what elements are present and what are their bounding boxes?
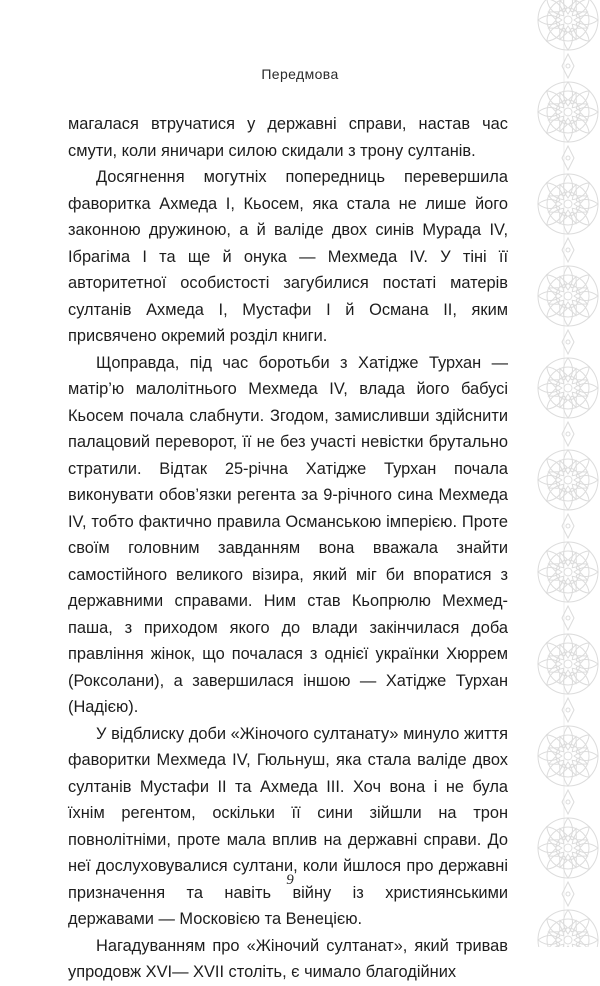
paragraph-3: Щоправда, під час боротьби з Хатідже Турхан — матір’ю малолітнього Мехмеда IV, влада його бабусі Кьосем почала слабнути. Згодом, замисливши здійснити палацовий переворот, її не без участі невістки брутально стратили. Відтак 25-річна Хатідже Турхан почала виконувати обов’язки регента за 9-річного сина Мехмеда IV, тобто фактично правила Османською імперією. Проте своїм головним завданням вона вважала знайти самостійного великого візира, який міг би впоратися з державними справами. Ним став Кьопрюлю Мехмед-паша, з приходом якого до влади закінчилася доба правління жінок, що почалася з однієї українки Хюррем (Роксолани), а завершилася іншою — Хатідже Турхан (Надією). [68, 353, 508, 716]
paragraph-4: У відблиску доби «Жіночого султанату» минуло життя фаворитки Мехмеда IV, Гюльнуш, яка стала валіде двох султанів Мустафи II та Ахмеда III. Хоч вона і не була їхнім регентом, оскільки її сини зійшли на трон повнолітніми, проте мала вплив на державні справи. До неї дослуховувалися султани, коли йшлося про державні призначення та навіть війну із християнськими державами — Московією та Венецією. [68, 724, 508, 928]
page-number: 9 [286, 872, 294, 888]
paragraph-5: Нагадуванням про «Жіночий султанат», який тривав упродовж XVI— XVII століть, є чимало благодійних [68, 936, 508, 981]
decorative-border-ornament [528, 0, 600, 947]
running-header: Передмова [261, 66, 339, 82]
body-text [68, 111, 508, 986]
paragraph-1: магалася втручатися у державні справи, настав час смути, коли яничари силою скидали з трону султанів. [68, 115, 508, 160]
paragraph-2: Досягнення могутніх попередниць перевершила фаворитка Ахмеда I, Кьосем, яка стала не лише його законною дружиною, а й валіде двох синів Мурада IV, Ібрагіма I та ще й онука — Мехмеда IV. У тіні її авторитетної особистості загубилися постаті матерів султанів Ахмеда I, Мустафи I й Османа II, яким присвячено окремий розділ книги. [68, 168, 508, 345]
